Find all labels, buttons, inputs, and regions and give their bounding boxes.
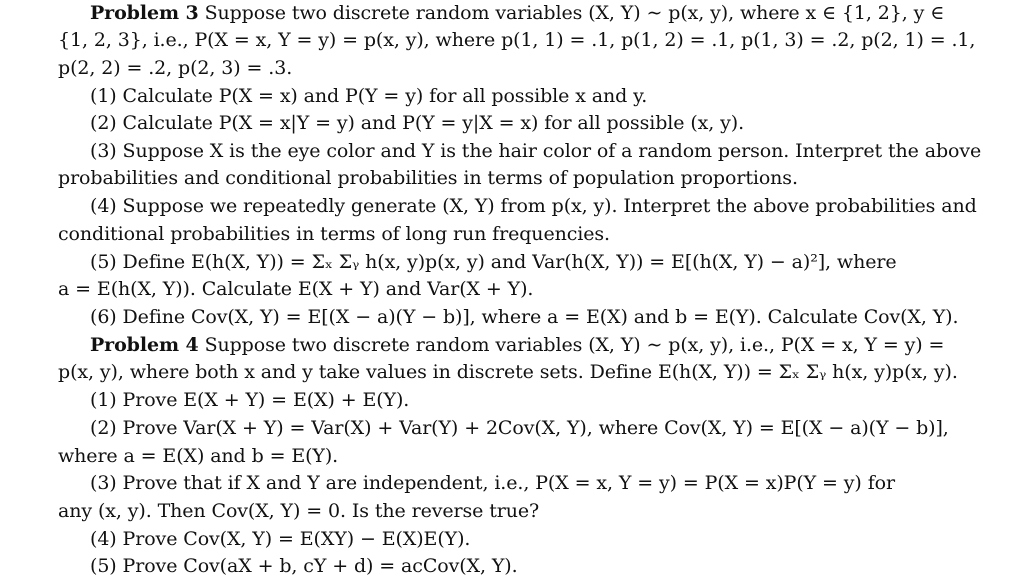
problem-4-heading: Problem 4 bbox=[90, 334, 199, 356]
problem-4-intro-text: Suppose two discrete random variables (X, Y) ∼ p(x, y), i.e., P(X = x, Y = y) = bbox=[204, 334, 945, 356]
problem-4-item-5: (5) Prove Cov(aX + b, cY + d) = acCov(X, Y). bbox=[90, 555, 518, 577]
problem-4-item-4: (4) Prove Cov(X, Y) = E(XY) − E(X)E(Y). bbox=[90, 528, 471, 550]
problem-3-item-5-first-line: (5) Define E(h(X, Y)) = Σₓ Σᵧ h(x, y)p(x, y) and Var(h(X, Y)) = E[(h(X, Y) − a)²], where bbox=[90, 251, 897, 273]
problem-3-item-3-first-line: (3) Suppose X is the eye color and Y is the hair color of a random person. Interpret the above bbox=[90, 140, 982, 162]
problem-4-item-2-first-line: (2) Prove Var(X + Y) = Var(X) + Var(Y) + 2Cov(X, Y), where Cov(X, Y) = E[(X − a)(Y − b)], bbox=[90, 417, 949, 439]
problem-4-item-3-first-line: (3) Prove that if X and Y are independent, i.e., P(X = x, Y = y) = P(X = x)P(Y = y) for bbox=[90, 472, 895, 494]
problem-4-line-1 bbox=[90, 332, 944, 360]
problem-3-item-4-first-line: (4) Suppose we repeatedly generate (X, Y) from p(x, y). Interpret the above probabilities and bbox=[90, 195, 977, 217]
problem-3-line-2: {1, 2, 3}, i.e., P(X = x, Y = y) = p(x, y), where p(1, 1) = .1, p(1, 2) = .1, p(1, 3) = .2, p(2, 1) = .1, bbox=[58, 29, 976, 51]
problem-3-item-5-second-line: a = E(h(X, Y)). Calculate E(X + Y) and Var(X + Y). bbox=[58, 278, 534, 300]
problem-3-heading: Problem 3 bbox=[90, 2, 199, 24]
problem-3-item-1: (1) Calculate P(X = x) and P(Y = y) for all possible x and y. bbox=[90, 85, 648, 107]
problem-3-intro-text: Suppose two discrete random variables (X, Y) ∼ p(x, y), where x ∈ {1, 2}, y ∈ bbox=[204, 2, 945, 24]
problem-4-item-3-second-line: any (x, y). Then Cov(X, Y) = 0. Is the reverse true? bbox=[58, 500, 540, 522]
problem-3-item-6: (6) Define Cov(X, Y) = E[(X − a)(Y − b)], where a = E(X) and b = E(Y). Calculate Cov(X, Y). bbox=[90, 306, 959, 328]
problem-3-item-3-second-line: probabilities and conditional probabilities in terms of population proportions. bbox=[58, 167, 798, 189]
problem-3-line-3: p(2, 2) = .2, p(2, 3) = .3. bbox=[58, 57, 293, 79]
problem-4-item-2-second-line: where a = E(X) and b = E(Y). bbox=[58, 445, 339, 467]
problem-3-item-2: (2) Calculate P(X = x|Y = y) and P(Y = y|X = x) for all possible (x, y). bbox=[90, 112, 745, 134]
problem-4-item-1: (1) Prove E(X + Y) = E(X) + E(Y). bbox=[90, 389, 410, 411]
problem-4-line-2: p(x, y), where both x and y take values in discrete sets. Define E(h(X, Y)) = Σₓ Σᵧ h(x, y)p(x, y). bbox=[58, 361, 958, 383]
problem-3-item-4-second-line: conditional probabilities in terms of long run frequencies. bbox=[58, 223, 610, 245]
problem-3-line-1 bbox=[90, 0, 944, 28]
